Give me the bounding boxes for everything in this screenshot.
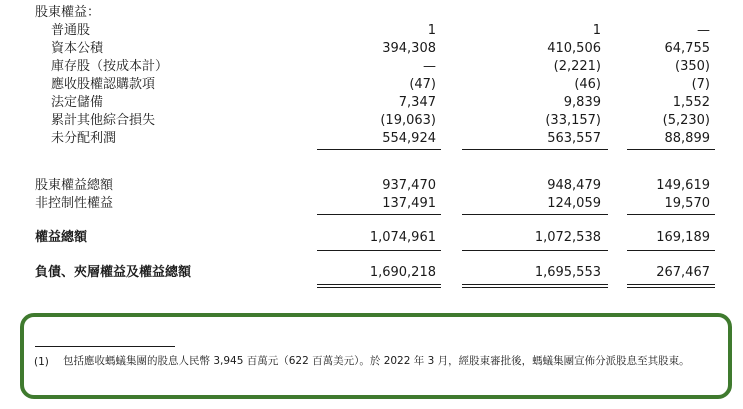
value-col-1: 394,308 [382,41,436,56]
value-col-2: 1,695,553 [534,265,601,280]
underline-col-3 [627,250,715,251]
value-col-3: (7) [691,77,710,92]
double-underline-col-1 [317,284,441,288]
row-label: 資本公積 [51,41,104,56]
row-label: 未分配利潤 [51,131,117,146]
footnote-mark: (1) [34,356,49,368]
value-col-3: — [697,23,710,38]
value-col-1: 1 [427,23,436,38]
underline-col-3 [627,214,715,215]
double-underline-col-3 [627,284,715,288]
value-col-1: 554,924 [382,131,436,146]
row-label: 非控制性權益 [35,196,114,211]
value-col-2: 1,072,538 [534,230,601,245]
row-label: 股東權益總額 [35,178,114,193]
underline-col-1 [317,149,441,150]
value-col-1: 1,690,218 [369,265,436,280]
value-col-3: 149,619 [656,178,710,193]
table-row-grand-total [0,264,743,282]
value-col-1: (19,063) [380,113,436,128]
underline-col-1 [317,250,441,251]
table-row [0,130,743,148]
value-col-1: (47) [409,77,436,92]
value-col-3: (350) [675,59,710,74]
row-label: 權益總額 [35,230,88,245]
value-col-1: — [423,59,436,74]
value-col-2: (2,221) [553,59,601,74]
double-underline-col-2 [462,284,608,288]
value-col-2: 124,059 [547,196,601,211]
table-row [0,94,743,112]
underline-col-2 [462,149,608,150]
value-col-2: 1 [592,23,601,38]
footnote-rule [35,346,175,347]
value-col-3: (5,230) [662,113,710,128]
value-col-3: 169,189 [656,230,710,245]
row-label: 負債、夾層權益及權益總額 [35,265,192,280]
row-label: 累計其他綜合損失 [51,113,156,128]
underline-col-2 [462,214,608,215]
value-col-1: 1,074,961 [369,230,436,245]
row-label: 應收股權認購款項 [51,77,156,92]
value-col-3: 1,552 [672,95,710,110]
value-col-3: 88,899 [664,131,710,146]
table-row [0,112,743,130]
table-row [0,76,743,94]
value-col-3: 64,755 [664,41,710,56]
table-row [0,40,743,58]
section-title: 股東權益： [35,5,101,20]
value-col-2: (33,157) [545,113,601,128]
row-label: 庫存股（按成本計） [51,59,169,74]
value-col-1: 7,347 [398,95,436,110]
footnote-text: 包括應收螞蟻集團的股息人民幣 3,945 百萬元（622 百萬美元）。於 2022 年 3 月，經股東審批後，螞蟻集團宣佈分派股息至其股東。 [63,355,690,367]
value-col-1: 137,491 [382,196,436,211]
value-col-2: 9,839 [563,95,601,110]
value-col-3: 19,570 [664,196,710,211]
row-label: 法定儲備 [51,95,104,110]
value-col-2: 563,557 [547,131,601,146]
table-row [0,58,743,76]
underline-col-3 [627,149,715,150]
underline-col-2 [462,250,608,251]
table-row [0,22,743,40]
table-row-total-equity [0,229,743,247]
value-col-3: 267,467 [656,265,710,280]
value-col-1: 937,470 [382,178,436,193]
row-label: 普通股 [51,23,91,38]
value-col-2: 948,479 [547,178,601,193]
table-row [0,195,743,213]
value-col-2: (46) [574,77,601,92]
table-row [0,177,743,195]
value-col-2: 410,506 [547,41,601,56]
underline-col-1 [317,214,441,215]
